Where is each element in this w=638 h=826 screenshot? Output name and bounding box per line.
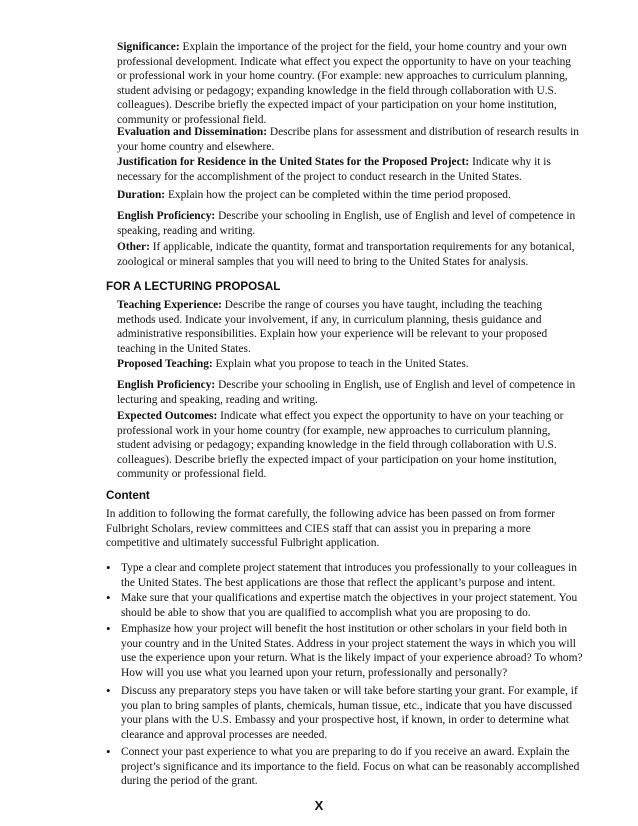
other-paragraph [117, 240, 579, 269]
lecturing-english-paragraph [117, 378, 579, 407]
content-heading: Content [106, 489, 150, 502]
other-label: Other: [117, 241, 150, 253]
expected-outcomes-label: Expected Outcomes: [117, 410, 218, 422]
significance-text: Explain the importance of the project for the field, your home country and your own professional development. Indicate what effect you expect the opportunity to have on your teaching or professional work in your home country. (For example: new approaches to curriculum planning, student advising or pedagogy; expanding knowledge in the field through collaboration with U.S. colleagues). Describe briefly the expected impact of your participation on your home institution, community or professional field. [117, 41, 572, 126]
other-text: If applicable, indicate the quantity, format and transportation requirements for any botanical, zoological or mineral samples that you will need to bring to the United States for analysis. [117, 241, 575, 268]
lecturing-english-text: Describe your schooling in English, use of English and level of competence in lecturing and speaking, reading and writing. [117, 379, 576, 406]
evaluation-label: Evaluation and Dissemination: [117, 126, 268, 138]
expected-outcomes-paragraph [117, 409, 579, 482]
content-bullet-item: Emphasize how your project will benefit the host institution or other scholars in your field both in your country and in the United States. Address in your project statement the ways in which you will use the experience upon your return. What is the likely impact of your experience abroad? To whom? How will you use what you learned upon your return, professionally and personally? [121, 623, 583, 679]
proposed-teaching-paragraph [117, 357, 579, 372]
teaching-experience-label: Teaching Experience: [117, 299, 222, 311]
lecturing-heading: FOR A LECTURING PROPOSAL [106, 280, 281, 293]
bullet-marker: • [106, 590, 111, 605]
bullet-marker: • [106, 560, 111, 575]
bullet-marker: • [106, 621, 111, 636]
evaluation-text: Describe plans for assessment and distribution of research results in your home country and elsewhere. [117, 126, 579, 153]
bullet-marker: • [106, 744, 111, 759]
content-bullet-item: Make sure that your qualifications and expertise match the objectives in your project statement. You should be able to show that you are qualified to accomplish what you are proposing to do. [121, 592, 578, 619]
significance-label: Significance: [117, 41, 180, 53]
content-bullet-item: Discuss any preparatory steps you have taken or will take before starting your grant. For example, if you plan to bring samples of plants, chemicals, human tissue, etc., indicate that you have discussed your plans with the U.S. Embassy and your prospective host, if known, in order to determine what clearance and approval processes are needed. [121, 685, 578, 741]
bullet-marker: • [106, 683, 111, 698]
page-number: X [314, 798, 324, 813]
significance-paragraph [117, 40, 579, 127]
expected-outcomes-text: Indicate what effect you expect the opportunity to have on your teaching or professional work in your home country (for example, new approaches to curriculum planning, student advising or pedagogy; expanding knowledge in the field through collaboration with U.S. colleagues). Describe briefly the expected impact of your participation on your home institution, community or professional field. [117, 410, 564, 480]
proposed-teaching-label: Proposed Teaching: [117, 358, 213, 370]
justification-paragraph [117, 155, 579, 184]
duration-paragraph [117, 188, 579, 203]
evaluation-paragraph [117, 125, 579, 154]
justification-text: Indicate why it is necessary for the accomplishment of the project to conduct research in the United States. [117, 156, 551, 183]
duration-text: Explain how the project can be completed within the time period proposed. [167, 189, 511, 201]
justification-label: Justification for Residence in the United States for the Proposed Project: [117, 156, 470, 168]
content-bullet-item: Type a clear and complete project statement that introduces you professionally to your colleagues in the United States. The best applications are those that reflect the applicant’s purpose and intent. [121, 562, 577, 589]
teaching-experience-text: Describe the range of courses you have taught, including the teaching methods used. Indicate your involvement, if any, in curriculum planning, thesis guidance and administrative responsibilities. Explain how your experience will be relevant to your proposed teaching in the United States. [117, 299, 548, 355]
proposed-teaching-text: Explain what you propose to teach in the United States. [215, 358, 469, 370]
duration-label: Duration: [117, 189, 166, 201]
teaching-experience-paragraph [117, 298, 579, 356]
content-intro: In addition to following the format carefully, the following advice has been passed on from former Fulbright Scholars, review committees and CIES staff that can assist you in preparing a more competitive and ultimately successful Fulbright application. [106, 508, 556, 549]
lecturing-english-label: English Proficiency: [117, 379, 216, 391]
research-english-paragraph [117, 209, 579, 238]
research-english-label: English Proficiency: [117, 210, 216, 222]
content-bullet-item: Connect your past experience to what you are preparing to do if you receive an award. Explain the project’s significance and its importance to the field. Focus on what can be reasonably accomplished during the period of the grant. [121, 746, 580, 787]
research-english-text: Describe your schooling in English, use of English and level of competence in speaking, reading and writing. [117, 210, 576, 237]
